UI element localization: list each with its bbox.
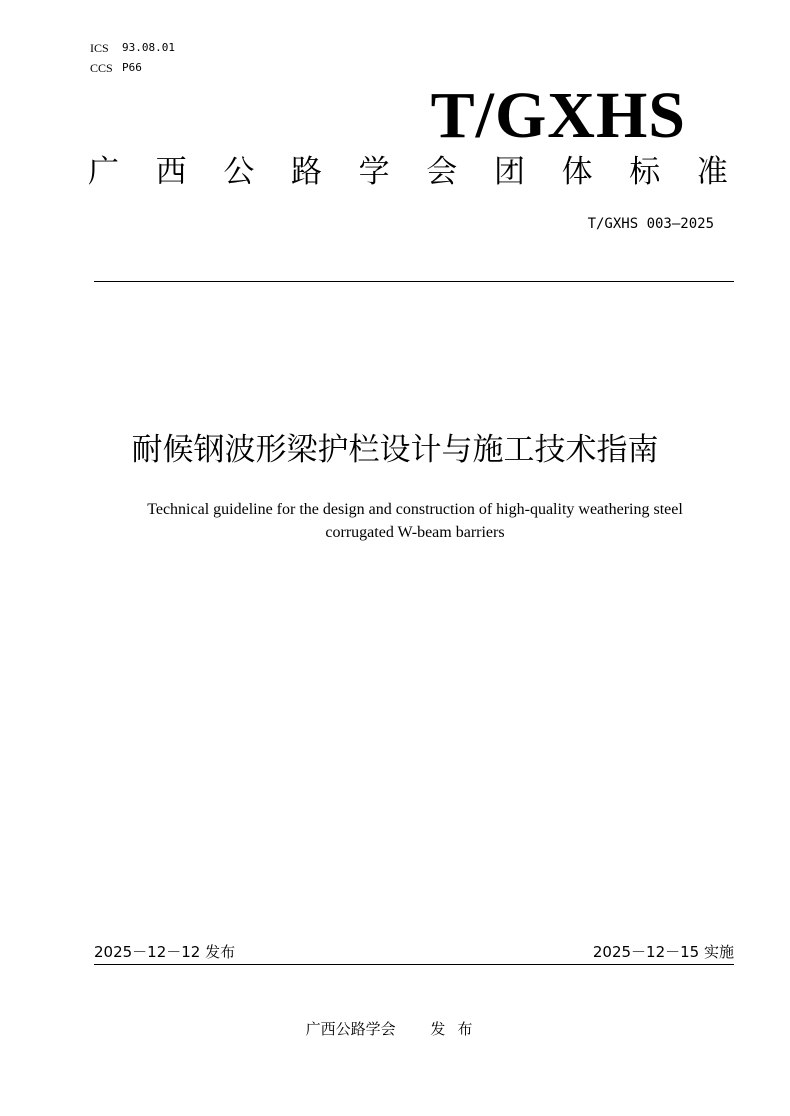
issue-date: 2025－12－12 发布 — [94, 943, 236, 961]
standard-type — [88, 150, 728, 194]
standard-type-char: 团 — [493, 154, 525, 190]
standard-type-char: 标 — [629, 154, 661, 190]
publisher-organization: 广西公路学会 — [305, 1020, 396, 1038]
document-title-english — [90, 498, 740, 544]
ccs-label: CCS — [90, 61, 113, 75]
implementation-date: 2025－12－15 实施 — [592, 943, 734, 961]
publisher-line — [0, 1018, 790, 1040]
publisher-action: 发布 — [430, 1020, 485, 1038]
standard-type-char: 西 — [155, 154, 187, 190]
header-divider — [94, 281, 734, 282]
ics-value: 93.08.01 — [122, 41, 175, 54]
classification-codes — [90, 38, 175, 78]
ics-row — [90, 38, 175, 58]
english-title-line: corrugated W-beam barriers — [325, 524, 505, 541]
standard-type-char: 体 — [561, 154, 593, 190]
standard-number: T/GXHS 003—2025 — [587, 216, 714, 232]
ics-label: ICS — [90, 41, 109, 55]
footer-divider — [94, 964, 734, 965]
english-title-line: Technical guideline for the design and construction of high-quality weathering steel — [147, 501, 683, 518]
ccs-row — [90, 58, 175, 78]
standard-type-char: 路 — [290, 154, 322, 190]
ccs-value: P66 — [122, 61, 142, 74]
standard-type-char: 会 — [426, 154, 458, 190]
standard-type-char: 准 — [696, 154, 728, 190]
standard-type-char: 广 — [88, 154, 119, 190]
standard-type-char: 学 — [358, 154, 390, 190]
standard-mark: T/GXHS — [430, 79, 686, 152]
document-title-chinese: 耐候钢波形梁护栏设计与施工技术指南 — [131, 432, 659, 468]
standard-type-char: 公 — [223, 154, 255, 190]
